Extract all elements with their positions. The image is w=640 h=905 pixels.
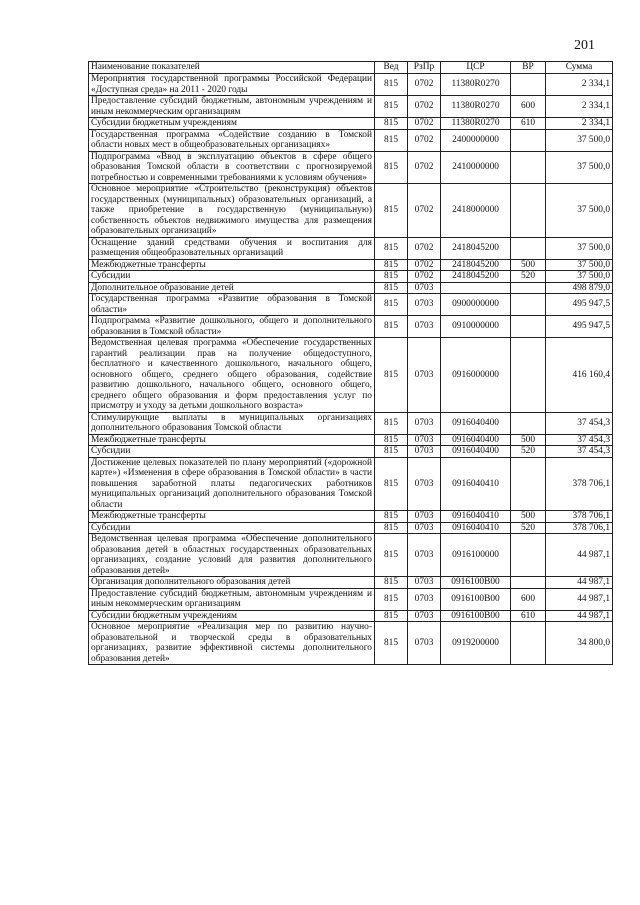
- table-row: [89, 457, 613, 511]
- cell-ved: 815: [375, 534, 408, 577]
- cell-vr: [511, 457, 546, 511]
- cell-sum: 2 334,1: [546, 74, 613, 96]
- cell-csr: 2418000000: [441, 184, 511, 238]
- cell-csr: 2400000000: [441, 129, 511, 151]
- cell-rzpr: 0703: [408, 457, 441, 511]
- cell-rzpr: 0702: [408, 271, 441, 283]
- cell-csr: 0916040400: [441, 446, 511, 458]
- cell-csr: 0916040400: [441, 412, 511, 434]
- cell-ved: 815: [375, 282, 408, 294]
- table-row: [89, 534, 613, 577]
- cell-sum: 378 706,1: [546, 511, 613, 523]
- cell-vr: [511, 282, 546, 294]
- cell-csr: 0919200000: [441, 622, 511, 665]
- cell-csr: 2418045200: [441, 237, 511, 259]
- cell-rzpr: 0703: [408, 522, 441, 534]
- cell-csr: 0916000000: [441, 338, 511, 413]
- table-row: [89, 622, 613, 665]
- cell-sum: 37 454,3: [546, 412, 613, 434]
- cell-csr: 2418045200: [441, 259, 511, 271]
- cell-name: Ведомственная целевая программа «Обеспечение дополнительного образования детей в областных государственных образовательных организациях, создание условий для развития дополнительного образования детей»: [89, 534, 375, 577]
- cell-rzpr: 0703: [408, 622, 441, 665]
- cell-vr: 610: [511, 118, 546, 130]
- cell-csr: 0916100В00: [441, 577, 511, 589]
- table-row: [89, 610, 613, 622]
- cell-vr: 520: [511, 522, 546, 534]
- cell-csr: 0916100В00: [441, 588, 511, 610]
- table-row: [89, 271, 613, 283]
- cell-sum: 37 454,3: [546, 446, 613, 458]
- cell-rzpr: 0703: [408, 534, 441, 577]
- cell-name: Дополнительное образование детей: [89, 282, 375, 294]
- cell-ved: 815: [375, 294, 408, 316]
- cell-name: Оснащение зданий средствами обучения и воспитания для размещения общеобразовательных организаций: [89, 237, 375, 259]
- cell-vr: 520: [511, 271, 546, 283]
- cell-name: Субсидии бюджетным учреждениям: [89, 118, 375, 130]
- table-row: [89, 446, 613, 458]
- table-row: [89, 316, 613, 338]
- cell-sum: 498 879,0: [546, 282, 613, 294]
- table-row: [89, 412, 613, 434]
- cell-name: Межбюджетные трансферты: [89, 259, 375, 271]
- cell-sum: 2 334,1: [546, 96, 613, 118]
- cell-vr: 500: [511, 434, 546, 446]
- cell-ved: 815: [375, 118, 408, 130]
- cell-rzpr: 0702: [408, 237, 441, 259]
- cell-ved: 815: [375, 271, 408, 283]
- cell-sum: 44 987,1: [546, 610, 613, 622]
- cell-sum: 2 334,1: [546, 118, 613, 130]
- table-row: [89, 511, 613, 523]
- cell-sum: 34 800,0: [546, 622, 613, 665]
- cell-name: Государственная программа «Содействие созданию в Томской области новых мест в общеобразовательных организациях»: [89, 129, 375, 151]
- cell-csr: 2410000000: [441, 151, 511, 184]
- cell-name: Ведомственная целевая программа «Обеспечение государственных гарантий реализации прав на получение общедоступного, бесплатного и качественного дошкольного, начального общего, основного общего, среднего общего образования, содействие развитию дошкольного, начального общего, основного общего, среднего общего образования и форм предоставления услуг по присмотру и уходу за детьми дошкольного возраста»: [89, 338, 375, 413]
- page-number: 201: [574, 38, 595, 53]
- cell-ved: 815: [375, 622, 408, 665]
- table-row: [89, 151, 613, 184]
- cell-sum: 495 947,5: [546, 316, 613, 338]
- cell-name: Организация дополнительного образования детей: [89, 577, 375, 589]
- cell-sum: 44 987,1: [546, 588, 613, 610]
- cell-name: Государственная программа «Развитие образования в Томской области»: [89, 294, 375, 316]
- cell-sum: 37 500,0: [546, 259, 613, 271]
- cell-rzpr: 0702: [408, 129, 441, 151]
- cell-ved: 815: [375, 434, 408, 446]
- header-rzpr: РзПр: [408, 62, 441, 74]
- table-row: [89, 282, 613, 294]
- cell-ved: 815: [375, 457, 408, 511]
- cell-vr: [511, 338, 546, 413]
- cell-vr: [511, 316, 546, 338]
- cell-rzpr: 0703: [408, 316, 441, 338]
- cell-ved: 815: [375, 577, 408, 589]
- table-row: [89, 184, 613, 238]
- cell-vr: 500: [511, 259, 546, 271]
- cell-sum: 37 500,0: [546, 271, 613, 283]
- cell-vr: 610: [511, 610, 546, 622]
- cell-vr: [511, 412, 546, 434]
- cell-ved: 815: [375, 446, 408, 458]
- cell-csr: 2418045200: [441, 271, 511, 283]
- cell-name: Достижение целевых показателей по плану мероприятий («дорожной карте») «Изменения в сфере образования в Томской области» в части повышения заработной платы педагогических работников муниципальных организаций дополнительного образования Томской области: [89, 457, 375, 511]
- cell-sum: 416 160,4: [546, 338, 613, 413]
- cell-csr: 0916040410: [441, 511, 511, 523]
- table-row: [89, 588, 613, 610]
- cell-rzpr: 0702: [408, 118, 441, 130]
- cell-name: Межбюджетные трансферты: [89, 434, 375, 446]
- header-ved: Вед: [375, 62, 408, 74]
- cell-name: Межбюджетные трансферты: [89, 511, 375, 523]
- table-row: [89, 74, 613, 96]
- cell-ved: 815: [375, 74, 408, 96]
- cell-csr: 0916100В00: [441, 610, 511, 622]
- table-row: [89, 118, 613, 130]
- cell-csr: 0916040400: [441, 434, 511, 446]
- cell-vr: [511, 129, 546, 151]
- cell-rzpr: 0703: [408, 294, 441, 316]
- cell-sum: 37 500,0: [546, 237, 613, 259]
- cell-ved: 815: [375, 151, 408, 184]
- cell-csr: 11380R0270: [441, 74, 511, 96]
- cell-vr: [511, 534, 546, 577]
- cell-rzpr: 0702: [408, 74, 441, 96]
- table-row: [89, 522, 613, 534]
- table-row: [89, 237, 613, 259]
- cell-sum: 37 500,0: [546, 129, 613, 151]
- cell-rzpr: 0703: [408, 446, 441, 458]
- table-row: [89, 294, 613, 316]
- cell-name: Основное мероприятие «Строительство (реконструкция) объектов государственных (муниципальных) образовательных организаций, а также приобретение в государственную (муниципальную) собственность объектов недвижимого имущества для размещения образовательных организаций»: [89, 184, 375, 238]
- cell-ved: 815: [375, 412, 408, 434]
- cell-csr: 11380R0270: [441, 118, 511, 130]
- cell-name: Подпрограмма «Развитие дошкольного, общего и дополнительного образования в Томской области»: [89, 316, 375, 338]
- cell-ved: 815: [375, 522, 408, 534]
- cell-sum: 44 987,1: [546, 534, 613, 577]
- cell-csr: 0916040410: [441, 457, 511, 511]
- cell-name: Подпрограмма «Ввод в эксплуатацию объектов в сфере общего образования Томской области в соответствии с прогнозируемой потребностью и современными требованиями к условиям обучения»: [89, 151, 375, 184]
- table-row: [89, 338, 613, 413]
- cell-rzpr: 0702: [408, 96, 441, 118]
- cell-name: Предоставление субсидий бюджетным, автономным учреждениям и иным некоммерческим организациям: [89, 96, 375, 118]
- header-sum: Сумма: [546, 62, 613, 74]
- cell-sum: 495 947,5: [546, 294, 613, 316]
- table-row: [89, 96, 613, 118]
- cell-rzpr: 0703: [408, 282, 441, 294]
- table-row: [89, 577, 613, 589]
- cell-ved: 815: [375, 338, 408, 413]
- cell-ved: 815: [375, 129, 408, 151]
- cell-csr: 0916040410: [441, 522, 511, 534]
- header-vr: ВР: [511, 62, 546, 74]
- cell-rzpr: 0702: [408, 151, 441, 184]
- cell-sum: 37 454,3: [546, 434, 613, 446]
- table-body: [89, 74, 613, 665]
- cell-ved: 815: [375, 184, 408, 238]
- cell-name: Стимулирующие выплаты в муниципальных организациях дополнительного образования Томской области: [89, 412, 375, 434]
- cell-vr: [511, 577, 546, 589]
- cell-vr: [511, 74, 546, 96]
- cell-name: Субсидии: [89, 522, 375, 534]
- cell-rzpr: 0703: [408, 577, 441, 589]
- table-header-row: [89, 62, 613, 74]
- cell-sum: 37 500,0: [546, 184, 613, 238]
- cell-vr: [511, 237, 546, 259]
- cell-rzpr: 0703: [408, 434, 441, 446]
- cell-sum: 378 706,1: [546, 522, 613, 534]
- cell-ved: 815: [375, 237, 408, 259]
- cell-name: Субсидии: [89, 446, 375, 458]
- cell-csr: 0910000000: [441, 316, 511, 338]
- header-csr: ЦСР: [441, 62, 511, 74]
- table-row: [89, 434, 613, 446]
- cell-rzpr: 0703: [408, 511, 441, 523]
- cell-vr: [511, 622, 546, 665]
- cell-name: Предоставление субсидий бюджетным, автономным учреждениям и иным некоммерческим организациям: [89, 588, 375, 610]
- cell-ved: 815: [375, 610, 408, 622]
- cell-ved: 815: [375, 259, 408, 271]
- cell-rzpr: 0703: [408, 588, 441, 610]
- cell-vr: 600: [511, 96, 546, 118]
- cell-csr: [441, 282, 511, 294]
- cell-vr: 520: [511, 446, 546, 458]
- cell-vr: [511, 151, 546, 184]
- cell-sum: 37 500,0: [546, 151, 613, 184]
- cell-name: Основное мероприятие «Реализация мер по развитию научно-образовательной и творческой среды в образовательных организациях, развитие эффективной системы дополнительного образования детей»: [89, 622, 375, 665]
- cell-name: Субсидии: [89, 271, 375, 283]
- cell-name: Мероприятия государственной программы Российской Федерации «Доступная среда» на 2011 - 2020 годы: [89, 74, 375, 96]
- cell-csr: 0900000000: [441, 294, 511, 316]
- cell-rzpr: 0703: [408, 338, 441, 413]
- cell-vr: 600: [511, 588, 546, 610]
- cell-rzpr: 0702: [408, 259, 441, 271]
- cell-rzpr: 0702: [408, 184, 441, 238]
- cell-ved: 815: [375, 511, 408, 523]
- cell-csr: 11380R0270: [441, 96, 511, 118]
- cell-vr: [511, 184, 546, 238]
- budget-table: [88, 61, 613, 665]
- table-row: [89, 259, 613, 271]
- table-row: [89, 129, 613, 151]
- cell-vr: [511, 294, 546, 316]
- cell-name: Субсидии бюджетным учреждениям: [89, 610, 375, 622]
- cell-sum: 378 706,1: [546, 457, 613, 511]
- cell-ved: 815: [375, 96, 408, 118]
- cell-rzpr: 0703: [408, 412, 441, 434]
- cell-csr: 0916100000: [441, 534, 511, 577]
- cell-ved: 815: [375, 588, 408, 610]
- cell-sum: 44 987,1: [546, 577, 613, 589]
- cell-rzpr: 0703: [408, 610, 441, 622]
- cell-vr: 500: [511, 511, 546, 523]
- header-name: Наименование показателей: [89, 62, 375, 74]
- cell-ved: 815: [375, 316, 408, 338]
